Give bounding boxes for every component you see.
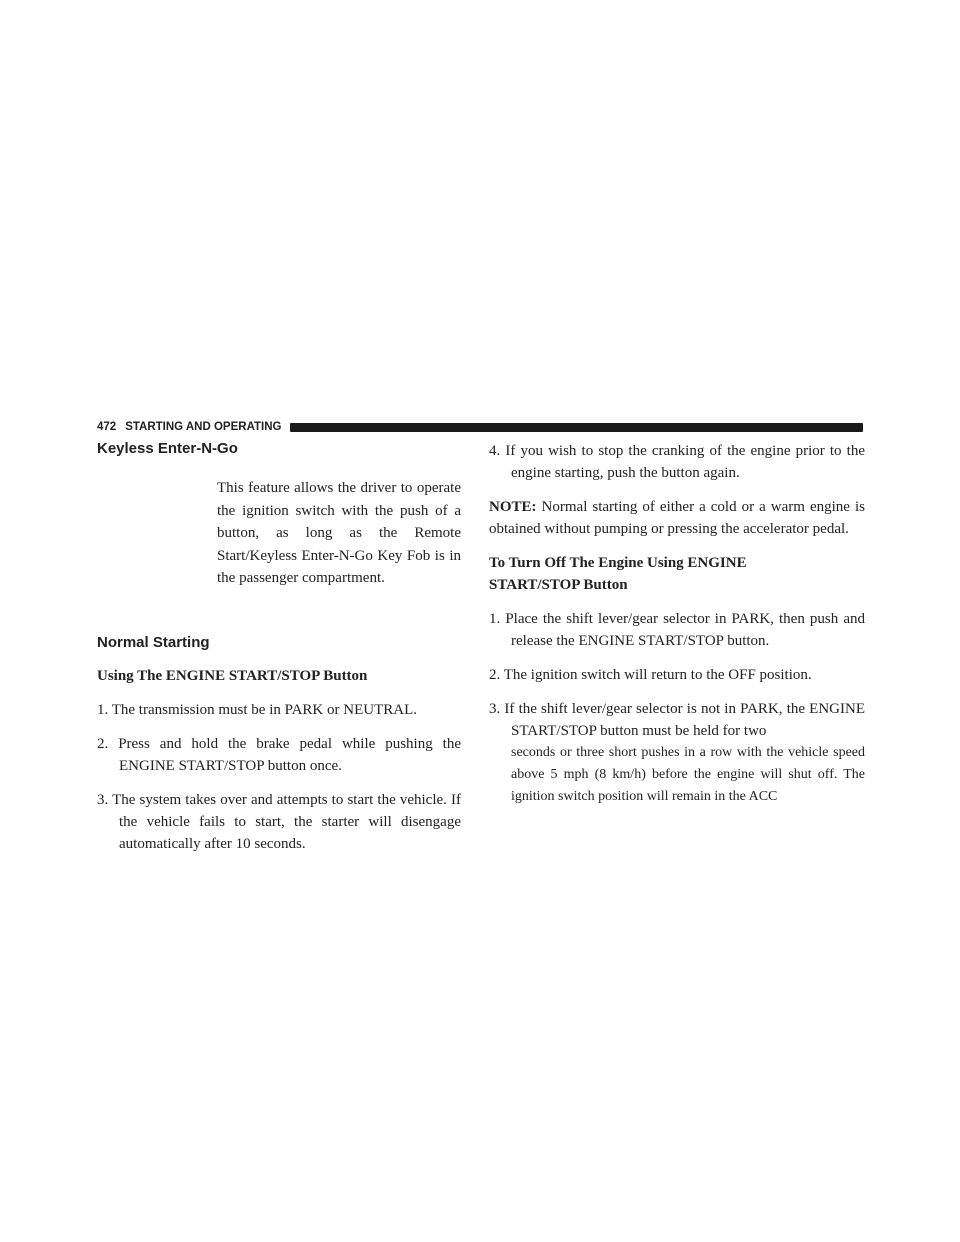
right-step-1: 1. Place the shift lever/gear selector in PARK, then push and release the ENGINE START/STOP button. [489,611,865,649]
header-rule [290,423,864,432]
right-step-3-rest: seconds or three short pushes in a row with the vehicle speed above 5 mph (8 km/h) before the engine will shut off. The ignition switch position will remain in the ACC [511,745,865,804]
note-label: NOTE: [489,499,537,515]
normal-starting-heading: Normal Starting [97,633,210,651]
left-step-2: 2. Press and hold the brake pedal while pushing the ENGINE START/STOP button once. [97,735,461,774]
turn-off-heading-line1: To Turn Off The Engine Using ENGINE [489,555,747,571]
turn-off-heading [489,552,865,596]
note-paragraph [489,496,865,540]
page-number: 472 [97,421,117,433]
right-column [489,440,865,808]
section-title: STARTING AND OPERATING [125,421,282,433]
note-text: Normal starting of either a cold or a warm engine is obtained without pumping or pressing the accelerator pedal. [489,499,865,537]
running-header [97,420,863,434]
left-step-3: 3. The system takes over and attempts to start the vehicle. If the vehicle fails to start, the starter will disengage automatically after 10 seconds. [97,791,461,852]
left-step-1: 1. The transmission must be in PARK or NEUTRAL. [97,701,418,718]
feature-description: This feature allows the driver to operate the ignition switch with the push of a button, as long as the Remote Start/Keyless Enter-N-Go Key Fob is in the passenger compartment. [217,480,461,586]
right-step-4: 4. If you wish to stop the cranking of the engine prior to the engine starting, push the button again. [489,443,865,481]
using-start-stop-heading: Using The ENGINE START/STOP Button [97,667,368,684]
right-step-3 [489,698,865,808]
right-step-3-lead: 3. If the shift lever/gear selector is not in PARK, the ENGINE START/STOP button must be held for two [489,701,865,739]
keyless-enter-n-go-heading: Keyless Enter-N-Go [97,440,238,457]
turn-off-heading-line2: START/STOP Button [489,577,628,593]
left-column [97,440,461,855]
right-step-2: 2. The ignition switch will return to the OFF position. [489,667,812,683]
